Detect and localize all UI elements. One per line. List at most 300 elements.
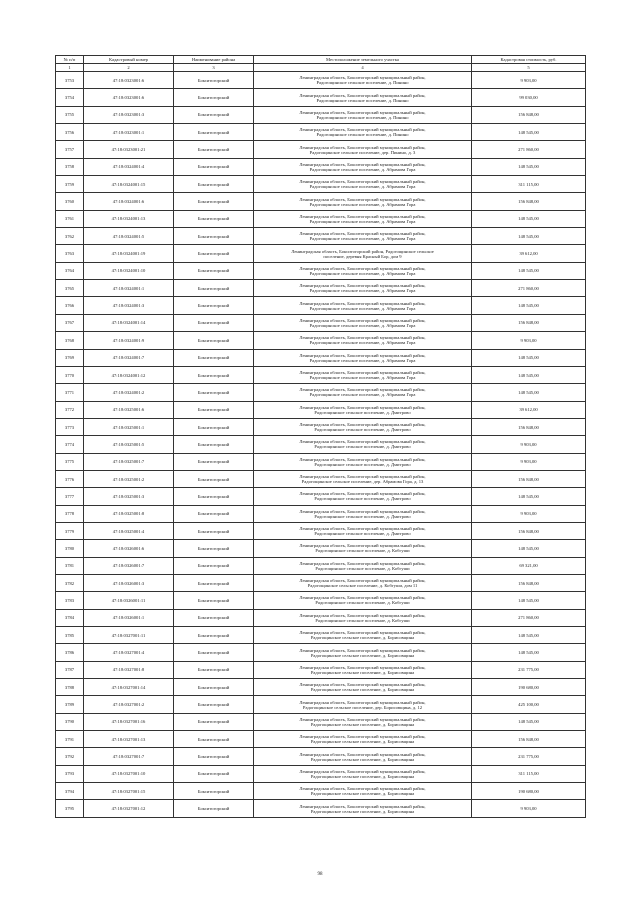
location bbox=[254, 193, 472, 210]
location-line-2: Радогощинское сельское поселение, д. Абрамова Гора bbox=[309, 236, 416, 242]
cadastral-value: 311 115,00 bbox=[472, 176, 586, 193]
row-number: 3758 bbox=[56, 158, 84, 175]
row-number: 3776 bbox=[56, 470, 84, 487]
district-name: Бокситогорский bbox=[174, 418, 254, 435]
location bbox=[254, 349, 472, 366]
cadastral-number: 47:18:0324001:19 bbox=[84, 245, 174, 262]
location-line-2: Радогощинское сельское поселение, д. Борисовщина bbox=[310, 791, 415, 797]
location-line-2: Радогощинское сельское поселение, д. Абрамова Гора bbox=[309, 392, 416, 398]
location-line-1: Ленинградская область, Бокситогорский муниципальный район, bbox=[299, 265, 426, 271]
cadastral-value: 156 848,00 bbox=[472, 106, 586, 123]
table-row bbox=[56, 384, 586, 401]
district-name: Бокситогорский bbox=[174, 453, 254, 470]
district-name: Бокситогорский bbox=[174, 228, 254, 245]
location-line-1: Ленинградская область, Бокситогорский муниципальный район, bbox=[299, 213, 426, 219]
location-line-1: Ленинградская область, Бокситогорский муниципальный район, bbox=[299, 196, 426, 202]
table-row bbox=[56, 418, 586, 435]
table-row bbox=[56, 124, 586, 141]
cadastral-number: 47:18:0326001:1 bbox=[84, 609, 174, 626]
location-line-2: Радогощинское сельское поселение, д. Пинино bbox=[316, 97, 409, 103]
district-name: Бокситогорский bbox=[174, 679, 254, 696]
location-line-1: Ленинградская область, Бокситогорский муниципальный район, bbox=[299, 422, 426, 428]
table-row bbox=[56, 228, 586, 245]
location-line-1: Ленинградская область, Бокситогорский муниципальный район, bbox=[299, 630, 426, 636]
district-name: Бокситогорский bbox=[174, 193, 254, 210]
location-line-2: Радогощинское сельское поселение, д. Абрамова Гора bbox=[309, 357, 416, 363]
district-name: Бокситогорский bbox=[174, 332, 254, 349]
cadastral-value: 190 680,00 bbox=[472, 679, 586, 696]
location bbox=[254, 297, 472, 314]
location-line-1: Ленинградская область, Бокситогорский муниципальный район, bbox=[299, 127, 426, 133]
cadastral-number: 47:18:0325001:6 bbox=[84, 401, 174, 418]
row-number: 3785 bbox=[56, 627, 84, 644]
cadastral-value: 156 848,00 bbox=[472, 731, 586, 748]
row-number: 3777 bbox=[56, 488, 84, 505]
cadastral-value: 231 775,00 bbox=[472, 661, 586, 678]
location bbox=[254, 540, 472, 557]
location-line-1: Ленинградская область, Бокситогорский муниципальный район, bbox=[299, 612, 426, 618]
location-line-1: Ленинградская область, Бокситогорский муниципальный район, bbox=[299, 595, 426, 601]
cadastral-value: 148 545,00 bbox=[472, 384, 586, 401]
row-number: 3760 bbox=[56, 193, 84, 210]
cadastral-number: 47:18:0323001:1 bbox=[84, 124, 174, 141]
district-name: Бокситогорский bbox=[174, 765, 254, 782]
location-line-2: Радогощинское сельское поселение, д. Кобгуши bbox=[315, 565, 410, 571]
row-number: 3753 bbox=[56, 72, 84, 89]
location bbox=[254, 783, 472, 800]
location bbox=[254, 592, 472, 609]
table-row bbox=[56, 366, 586, 383]
table-row bbox=[56, 349, 586, 366]
location-line-2: Радогощинское сельское поселение, д. Дмитрово bbox=[314, 513, 411, 519]
location bbox=[254, 661, 472, 678]
cadastral-value: 148 545,00 bbox=[472, 228, 586, 245]
table-row bbox=[56, 731, 586, 748]
row-number: 3754 bbox=[56, 89, 84, 106]
location-line-1: Ленинградская область, Бокситогорский муниципальный район, bbox=[299, 560, 426, 566]
cadastral-number: 47:18:0327001:15 bbox=[84, 783, 174, 800]
cadastral-number: 47:18:0324001:3 bbox=[84, 297, 174, 314]
location-line-1: Ленинградская область, Бокситогорский район, Радогощинское сельское bbox=[291, 248, 434, 254]
table-row bbox=[56, 72, 586, 89]
location-line-1: Ленинградская область, Бокситогорский муниципальный район, bbox=[299, 335, 426, 341]
cadastral-value: 231 775,00 bbox=[472, 748, 586, 765]
table-row bbox=[56, 436, 586, 453]
cadastral-number: 47:18:0325001:1 bbox=[84, 418, 174, 435]
district-name: Бокситогорский bbox=[174, 644, 254, 661]
district-name: Бокситогорский bbox=[174, 627, 254, 644]
location-line-1: Ленинградская область, Бокситогорский муниципальный район, bbox=[299, 803, 426, 809]
district-name: Бокситогорский bbox=[174, 314, 254, 331]
location bbox=[254, 696, 472, 713]
location bbox=[254, 124, 472, 141]
location bbox=[254, 470, 472, 487]
location bbox=[254, 574, 472, 591]
district-name: Бокситогорский bbox=[174, 262, 254, 279]
location-line-2: Радогощинское сельское поселение, д. Абрамова Гора bbox=[309, 288, 416, 294]
cadastral-value: 148 545,00 bbox=[472, 262, 586, 279]
cadastral-number: 47:18:0324001:14 bbox=[84, 314, 174, 331]
location-line-2: Радогощинское сельское поселение, д. Дмитрово bbox=[314, 409, 411, 415]
cadastral-number: 47:18:0324001:6 bbox=[84, 193, 174, 210]
location-line-2: Радогощинское сельское поселение, д. Абрамова Гора bbox=[309, 340, 416, 346]
cadastral-number: 47:18:0325001:2 bbox=[84, 470, 174, 487]
cadastral-number: 47:18:0324001:13 bbox=[84, 210, 174, 227]
location-line-2: Радогощинское сельское поселение, д. Кобгуши bbox=[315, 600, 410, 606]
location bbox=[254, 176, 472, 193]
location-line-2: Радогощинское сельское поселение, д. Борисовщина bbox=[310, 808, 415, 814]
location bbox=[254, 210, 472, 227]
row-number: 3784 bbox=[56, 609, 84, 626]
district-name: Бокситогорский bbox=[174, 297, 254, 314]
row-number: 3768 bbox=[56, 332, 84, 349]
row-number: 3765 bbox=[56, 280, 84, 297]
cadastral-number: 47:18:0327001:4 bbox=[84, 644, 174, 661]
location-line-1: Ленинградская область, Бокситогорский муниципальный район, bbox=[299, 543, 426, 549]
location bbox=[254, 280, 472, 297]
row-number: 3782 bbox=[56, 574, 84, 591]
location-line-2: Радогощинское сельское поселение, д. Дмитрово bbox=[314, 461, 411, 467]
page-number: 98 bbox=[317, 872, 323, 877]
district-name: Бокситогорский bbox=[174, 245, 254, 262]
row-number: 3786 bbox=[56, 644, 84, 661]
location-line-2: Радогощинское сельское поселение, д. Борисовщина bbox=[310, 669, 415, 675]
cadastral-value: 156 848,00 bbox=[472, 470, 586, 487]
row-number: 3789 bbox=[56, 696, 84, 713]
cadastral-number: 47:18:0325001:4 bbox=[84, 522, 174, 539]
location-line-2: Радогощинское сельское поселение, дер. Пинино, д. 3 bbox=[309, 149, 416, 155]
location bbox=[254, 609, 472, 626]
district-name: Бокситогорский bbox=[174, 106, 254, 123]
location-line-1: Ленинградская область, Бокситогорский муниципальный район, bbox=[299, 317, 426, 323]
header-cell-location: Местоположение земельного участка bbox=[254, 56, 472, 64]
table-row bbox=[56, 453, 586, 470]
table-row bbox=[56, 609, 586, 626]
cadastral-value: 156 848,00 bbox=[472, 418, 586, 435]
district-name: Бокситогорский bbox=[174, 384, 254, 401]
cadastral-number: 47:18:0325001:7 bbox=[84, 453, 174, 470]
cadastral-value: 156 848,00 bbox=[472, 314, 586, 331]
location bbox=[254, 158, 472, 175]
district-name: Бокситогорский bbox=[174, 210, 254, 227]
table-row bbox=[56, 141, 586, 158]
location bbox=[254, 314, 472, 331]
location-line-2: Радогощинское сельское поселение, д. Борисовщина bbox=[310, 756, 415, 762]
cadastral-number: 47:18:0327001:7 bbox=[84, 748, 174, 765]
cadastral-number: 47:18:0327001:13 bbox=[84, 731, 174, 748]
cadastral-number: 47:18:0327001:12 bbox=[84, 800, 174, 817]
location-line-2: Радогощинское сельское поселение, дер. Абрамова Гора, д. 13 bbox=[301, 479, 424, 485]
row-number: 3766 bbox=[56, 297, 84, 314]
district-name: Бокситогорский bbox=[174, 592, 254, 609]
cadastral-value: 9 903,00 bbox=[472, 505, 586, 522]
cadastral-value: 271 860,00 bbox=[472, 280, 586, 297]
row-number: 3793 bbox=[56, 765, 84, 782]
row-number: 3771 bbox=[56, 384, 84, 401]
location bbox=[254, 679, 472, 696]
table-row bbox=[56, 401, 586, 418]
location bbox=[254, 453, 472, 470]
row-number: 3775 bbox=[56, 453, 84, 470]
district-name: Бокситогорский bbox=[174, 713, 254, 730]
location-line-1: Ленинградская область, Бокситогорский муниципальный район, bbox=[299, 734, 426, 740]
row-number: 3772 bbox=[56, 401, 84, 418]
district-name: Бокситогорский bbox=[174, 349, 254, 366]
location bbox=[254, 332, 472, 349]
cadastral-number: 47:18:0327001:2 bbox=[84, 696, 174, 713]
cadastral-value: 148 545,00 bbox=[472, 349, 586, 366]
cadastral-number: 47:18:0323001:3 bbox=[84, 106, 174, 123]
cadastral-value: 148 545,00 bbox=[472, 366, 586, 383]
location bbox=[254, 89, 472, 106]
location-line-2: Радогощинское сельское поселение, д. Борисовщина bbox=[310, 739, 415, 745]
table-row bbox=[56, 210, 586, 227]
location-line-1: Ленинградская область, Бокситогорский муниципальный район, bbox=[299, 526, 426, 532]
table-row bbox=[56, 89, 586, 106]
table-row bbox=[56, 522, 586, 539]
district-name: Бокситогорский bbox=[174, 89, 254, 106]
location bbox=[254, 436, 472, 453]
cadastral-number: 47:18:0324001:10 bbox=[84, 262, 174, 279]
location-line-2: Радогощинское сельское поселение, д. Пинино bbox=[316, 80, 409, 86]
location bbox=[254, 488, 472, 505]
location bbox=[254, 731, 472, 748]
location bbox=[254, 106, 472, 123]
row-number: 3792 bbox=[56, 748, 84, 765]
cadastral-number: 47:18:0326001:7 bbox=[84, 557, 174, 574]
district-name: Бокситогорский bbox=[174, 557, 254, 574]
cadastral-number: 47:18:0327001:16 bbox=[84, 713, 174, 730]
location-line-2: Радогощинское сельское поселение, д. Кобгуши, дом 11 bbox=[307, 583, 418, 589]
table-row bbox=[56, 661, 586, 678]
location-line-2: Радогощинское сельское поселение, д. Борисовщина bbox=[310, 687, 415, 693]
row-number: 3773 bbox=[56, 418, 84, 435]
cadastral-number: 47:18:0325001:5 bbox=[84, 436, 174, 453]
location bbox=[254, 627, 472, 644]
location-line-2: Радогощинское сельское поселение, д. Борисовщина bbox=[310, 773, 415, 779]
location-line-1: Ленинградская область, Бокситогорский муниципальный район, bbox=[299, 699, 426, 705]
location-line-1: Ленинградская область, Бокситогорский муниципальный район, bbox=[299, 456, 426, 462]
location bbox=[254, 522, 472, 539]
location-line-2: Радогощинское сельское поселение, д. Дмитрово bbox=[314, 427, 411, 433]
location bbox=[254, 713, 472, 730]
location-line-2: Радогощинское сельское поселение, д. Абрамова Гора bbox=[309, 218, 416, 224]
cadastral-number: 47:18:0324001:5 bbox=[84, 228, 174, 245]
table-row bbox=[56, 696, 586, 713]
location-line-2: Радогощинское сельское поселение, д. Абрамова Гора bbox=[309, 201, 416, 207]
header-cell-district: Наименование района bbox=[174, 56, 254, 64]
location-line-2: Радогощинское сельское поселение, д. Дмитрово bbox=[314, 444, 411, 450]
cadastral-value: 148 545,00 bbox=[472, 540, 586, 557]
location-line-1: Ленинградская область, Бокситогорский муниципальный район, bbox=[299, 144, 426, 150]
cadastral-number: 47:18:0326001:6 bbox=[84, 540, 174, 557]
table-row bbox=[56, 193, 586, 210]
cadastral-value: 9 903,00 bbox=[472, 332, 586, 349]
row-number: 3779 bbox=[56, 522, 84, 539]
district-name: Бокситогорский bbox=[174, 176, 254, 193]
location-line-1: Ленинградская область, Бокситогорский муниципальный район, bbox=[299, 716, 426, 722]
row-number: 3763 bbox=[56, 245, 84, 262]
location bbox=[254, 384, 472, 401]
location bbox=[254, 366, 472, 383]
district-name: Бокситогорский bbox=[174, 522, 254, 539]
district-name: Бокситогорский bbox=[174, 470, 254, 487]
row-number: 3795 bbox=[56, 800, 84, 817]
location-line-1: Ленинградская область, Бокситогорский муниципальный район, bbox=[299, 387, 426, 393]
location-line-2: Радогощинское сельское поселение, д. Абрамова Гора bbox=[309, 305, 416, 311]
district-name: Бокситогорский bbox=[174, 488, 254, 505]
location bbox=[254, 644, 472, 661]
column-number: 4 bbox=[254, 64, 472, 72]
table-row bbox=[56, 679, 586, 696]
location-line-2: поселение, деревня Красный Бор, дом 9 bbox=[323, 253, 402, 259]
cadastral-number: 47:18:0327001:10 bbox=[84, 765, 174, 782]
location-line-2: Радогощинское сельское поселение, д. Абрамова Гора bbox=[309, 166, 416, 172]
cadastral-value: 148 545,00 bbox=[472, 627, 586, 644]
district-name: Бокситогорский bbox=[174, 141, 254, 158]
table-row bbox=[56, 158, 586, 175]
location-line-1: Ленинградская область, Бокситогорский муниципальный район, bbox=[299, 786, 426, 792]
location-line-2: Радогощинское сельское поселение, д. Пинино bbox=[316, 132, 409, 138]
table-row bbox=[56, 557, 586, 574]
location-line-1: Ленинградская область, Бокситогорский муниципальный район, bbox=[299, 179, 426, 185]
column-number: 1 bbox=[56, 64, 84, 72]
location-line-2: Радогощинское сельское поселение, д. Борисовщина bbox=[310, 635, 415, 641]
district-name: Бокситогорский bbox=[174, 609, 254, 626]
cadastral-value: 9 903,00 bbox=[472, 436, 586, 453]
location bbox=[254, 800, 472, 817]
table-row bbox=[56, 297, 586, 314]
location-line-2: Радогощинское сельское поселение, д. Дмитрово bbox=[314, 531, 411, 537]
location-line-2: Радогощинское сельское поселение, д. Абрамова Гора bbox=[309, 184, 416, 190]
cadastral-number: 47:18:0323001:6 bbox=[84, 89, 174, 106]
row-number: 3762 bbox=[56, 228, 84, 245]
district-name: Бокситогорский bbox=[174, 158, 254, 175]
table-row bbox=[56, 748, 586, 765]
district-name: Бокситогорский bbox=[174, 696, 254, 713]
cadastral-value: 9 903,00 bbox=[472, 72, 586, 89]
row-number: 3774 bbox=[56, 436, 84, 453]
district-name: Бокситогорский bbox=[174, 72, 254, 89]
location bbox=[254, 245, 472, 262]
cadastral-value: 39 612,00 bbox=[472, 401, 586, 418]
table-body bbox=[56, 72, 586, 818]
location-line-2: Радогощинское сельское поселение, д. Борисовщина bbox=[310, 652, 415, 658]
location-line-1: Ленинградская область, Бокситогорский муниципальный район, bbox=[299, 283, 426, 289]
row-number: 3759 bbox=[56, 176, 84, 193]
location bbox=[254, 141, 472, 158]
row-number: 3783 bbox=[56, 592, 84, 609]
row-number: 3780 bbox=[56, 540, 84, 557]
row-number: 3794 bbox=[56, 783, 84, 800]
location bbox=[254, 765, 472, 782]
location-line-1: Ленинградская область, Бокситогорский муниципальный район, bbox=[299, 491, 426, 497]
district-name: Бокситогорский bbox=[174, 436, 254, 453]
column-number: 5 bbox=[472, 64, 586, 72]
cadastral-value: 156 848,00 bbox=[472, 193, 586, 210]
cadastral-value: 148 545,00 bbox=[472, 158, 586, 175]
cadastral-value: 311 115,00 bbox=[472, 765, 586, 782]
row-number: 3757 bbox=[56, 141, 84, 158]
table-header bbox=[56, 56, 586, 72]
table-row bbox=[56, 332, 586, 349]
location-line-2: Радогощинское сельское поселение, д. Борисовщина bbox=[310, 721, 415, 727]
district-name: Бокситогорский bbox=[174, 366, 254, 383]
cadastral-value: 148 545,00 bbox=[472, 124, 586, 141]
table-row bbox=[56, 262, 586, 279]
district-name: Бокситогорский bbox=[174, 661, 254, 678]
row-number: 3787 bbox=[56, 661, 84, 678]
cadastral-value: 9 903,00 bbox=[472, 800, 586, 817]
cadastral-value: 148 545,00 bbox=[472, 488, 586, 505]
district-name: Бокситогорский bbox=[174, 731, 254, 748]
location-line-1: Ленинградская область, Бокситогорский муниципальный район, bbox=[299, 161, 426, 167]
location bbox=[254, 748, 472, 765]
row-number: 3767 bbox=[56, 314, 84, 331]
location-line-1: Ленинградская область, Бокситогорский муниципальный район, bbox=[299, 300, 426, 306]
location bbox=[254, 72, 472, 89]
cadastral-value: 156 848,00 bbox=[472, 522, 586, 539]
cadastral-number: 47:18:0324001:9 bbox=[84, 332, 174, 349]
header-row bbox=[56, 56, 586, 64]
cadastral-number: 47:18:0325001:8 bbox=[84, 505, 174, 522]
location bbox=[254, 262, 472, 279]
row-number: 3764 bbox=[56, 262, 84, 279]
row-number: 3770 bbox=[56, 366, 84, 383]
cadastral-number: 47:18:0326001:11 bbox=[84, 592, 174, 609]
district-name: Бокситогорский bbox=[174, 505, 254, 522]
location-line-1: Ленинградская область, Бокситогорский муниципальный район, bbox=[299, 92, 426, 98]
row-number: 3788 bbox=[56, 679, 84, 696]
cadastral-number: 47:18:0326001:3 bbox=[84, 574, 174, 591]
table-row bbox=[56, 176, 586, 193]
table-row bbox=[56, 713, 586, 730]
cadastral-number: 47:18:0323001:6 bbox=[84, 72, 174, 89]
cadastral-value: 99 030,00 bbox=[472, 89, 586, 106]
location-line-1: Ленинградская область, Бокситогорский муниципальный район, bbox=[299, 768, 426, 774]
cadastral-value: 148 545,00 bbox=[472, 713, 586, 730]
location-line-1: Ленинградская область, Бокситогорский муниципальный район, bbox=[299, 109, 426, 115]
location-line-1: Ленинградская область, Бокситогорский муниципальный район, bbox=[299, 231, 426, 237]
location-line-2: Радогощинское сельское поселение, д. Абрамова Гора bbox=[309, 270, 416, 276]
cadastral-value: 156 848,00 bbox=[472, 574, 586, 591]
district-name: Бокситогорский bbox=[174, 783, 254, 800]
location-line-1: Ленинградская область, Бокситогорский муниципальный район, bbox=[299, 474, 426, 480]
district-name: Бокситогорский bbox=[174, 280, 254, 297]
row-number: 3781 bbox=[56, 557, 84, 574]
cadastral-number: 47:18:0324001:1 bbox=[84, 280, 174, 297]
location-line-2: Радогощинское сельское поселение, д. Кобгуши bbox=[315, 548, 410, 554]
location-line-1: Ленинградская область, Бокситогорский муниципальный район, bbox=[299, 508, 426, 514]
table-row bbox=[56, 488, 586, 505]
cadastral-value: 148 545,00 bbox=[472, 210, 586, 227]
cadastral-value: 9 903,00 bbox=[472, 453, 586, 470]
table-row bbox=[56, 627, 586, 644]
table-row bbox=[56, 800, 586, 817]
cadastral-number: 47:18:0327001:11 bbox=[84, 627, 174, 644]
row-number: 3790 bbox=[56, 713, 84, 730]
cadastral-number: 47:18:0327001:8 bbox=[84, 661, 174, 678]
location bbox=[254, 418, 472, 435]
district-name: Бокситогорский bbox=[174, 540, 254, 557]
table-row bbox=[56, 280, 586, 297]
location bbox=[254, 401, 472, 418]
table-row bbox=[56, 245, 586, 262]
location-line-1: Ленинградская область, Бокситогорский муниципальный район, bbox=[299, 578, 426, 584]
district-name: Бокситогорский bbox=[174, 124, 254, 141]
cadastral-value: 190 680,00 bbox=[472, 783, 586, 800]
location-line-1: Ленинградская область, Бокситогорский муниципальный район, bbox=[299, 682, 426, 688]
